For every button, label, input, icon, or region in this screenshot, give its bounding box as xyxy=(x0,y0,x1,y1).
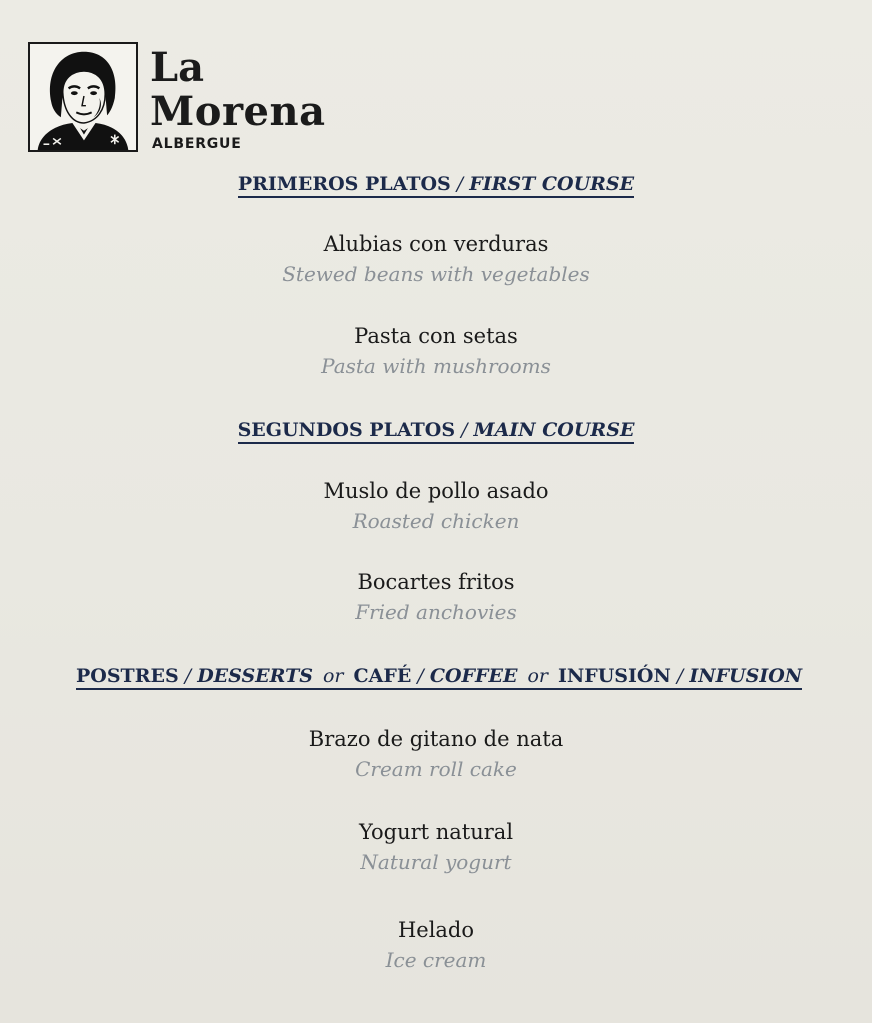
item-spanish: Yogurt natural xyxy=(358,820,514,844)
menu-item xyxy=(0,916,872,974)
brand-name-line2: Morena xyxy=(150,88,326,135)
item-english: Natural yogurt xyxy=(360,850,512,874)
item-spanish: Pasta con setas xyxy=(354,324,518,348)
heading-infusion-en: INFUSION xyxy=(689,665,803,687)
item-english: Roasted chicken xyxy=(352,509,520,533)
item-spanish: Brazo de gitano de nata xyxy=(308,727,564,751)
menu-item xyxy=(0,322,872,380)
item-english: Stewed beans with vegetables xyxy=(282,262,590,286)
heading-es: SEGUNDOS PLATOS xyxy=(237,419,456,441)
menu-item xyxy=(0,818,872,876)
heading-en: FIRST COURSE xyxy=(469,173,635,195)
heading-coffee-en: COFFEE xyxy=(429,665,518,687)
heading-or: or xyxy=(527,665,548,687)
menu-item xyxy=(0,477,872,535)
menu-item xyxy=(0,725,872,783)
section-heading-desserts: POSTRES / DESSERTS or CAFÉ / COFFEE or INFUSIÓN / INFUSION xyxy=(76,664,802,690)
heading-infusion-es: INFUSIÓN xyxy=(557,665,671,687)
woman-portrait-icon xyxy=(28,42,138,152)
heading-desserts-es: POSTRES xyxy=(76,665,179,687)
menu-item xyxy=(0,568,872,626)
heading-es: PRIMEROS PLATOS xyxy=(237,173,451,195)
heading-en: MAIN COURSE xyxy=(473,419,635,441)
heading-desserts-en: DESSERTS xyxy=(197,665,313,687)
item-english: Fried anchovies xyxy=(355,600,517,624)
item-english: Ice cream xyxy=(385,948,487,972)
item-spanish: Helado xyxy=(397,918,475,942)
item-spanish: Alubias con verduras xyxy=(323,232,549,256)
menu-item xyxy=(0,230,872,288)
brand-subtitle: ALBERGUE xyxy=(152,136,242,152)
section-heading-main-course: SEGUNDOS PLATOS / MAIN COURSE xyxy=(0,418,872,444)
section-heading-first-course: PRIMEROS PLATOS / FIRST COURSE xyxy=(0,172,872,198)
item-english: Pasta with mushrooms xyxy=(321,354,551,378)
item-spanish: Bocartes fritos xyxy=(357,570,515,594)
brand-name-line1: La xyxy=(150,44,205,91)
item-spanish: Muslo de pollo asado xyxy=(323,479,549,503)
heading-or: or xyxy=(322,665,344,687)
heading-coffee-es: CAFÉ xyxy=(353,665,412,687)
item-english: Cream roll cake xyxy=(355,757,517,781)
